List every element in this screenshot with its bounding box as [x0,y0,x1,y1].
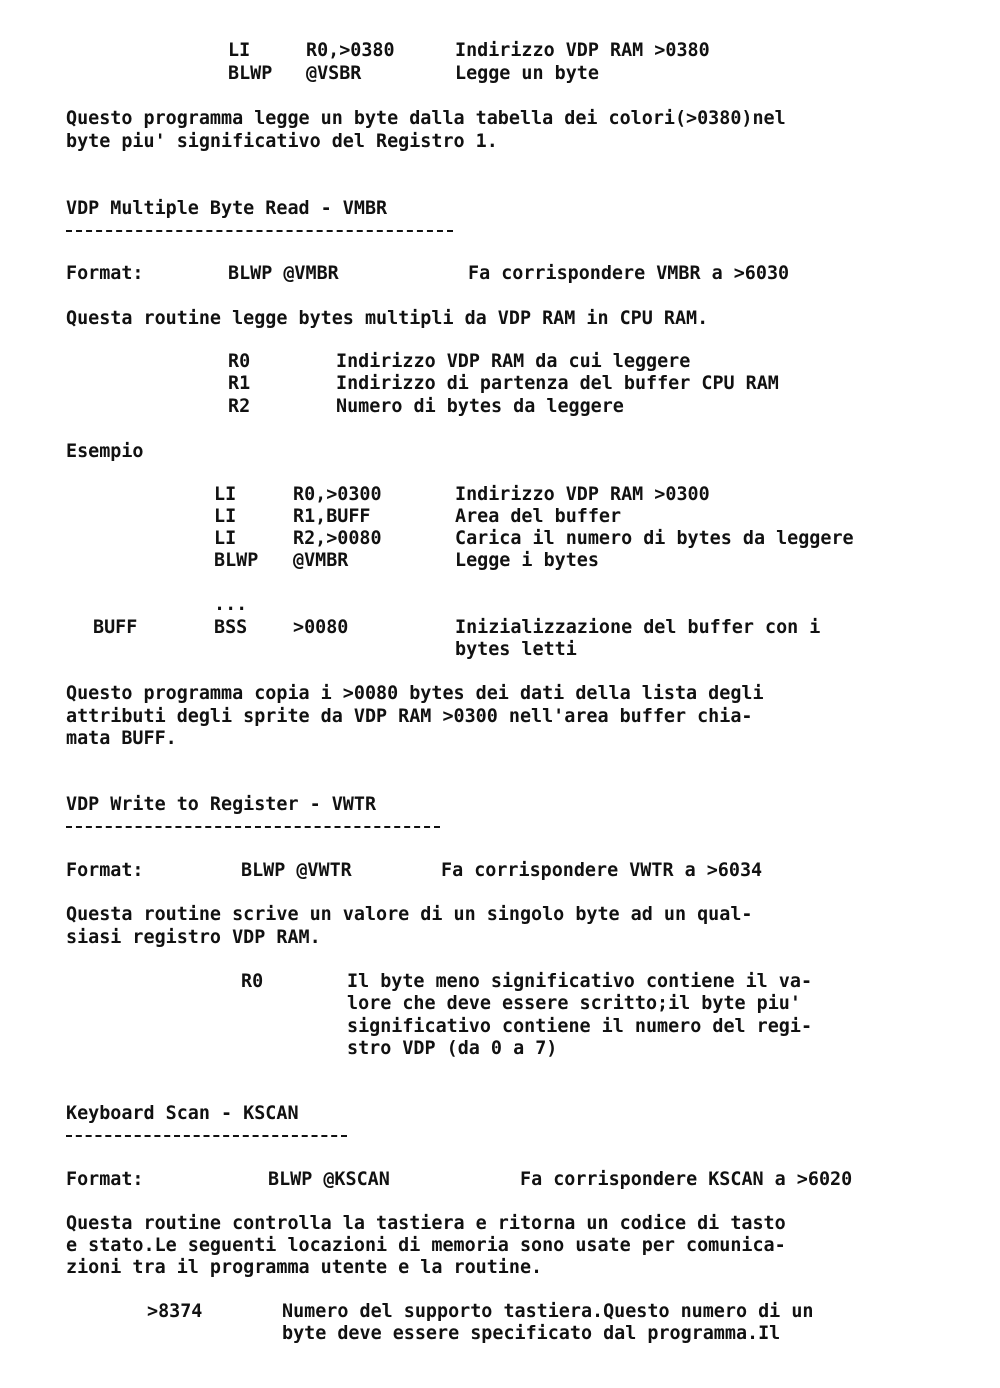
param-register: R0 [241,971,264,992]
param-description: Numero del supporto tastiera.Questo numero di un [282,1301,814,1322]
code-comment: Legge un byte [455,63,599,84]
section-heading-vmbr: VDP Multiple Byte Read - VMBR [66,198,388,219]
format-description: Fa corrispondere VMBR a >6030 [468,263,790,284]
code-op: BLWP [214,550,259,571]
paragraph-line: Questa routine scrive un valore di un singolo byte ad un qual- [66,904,753,925]
code-arg: R0,>0300 [293,484,382,505]
code-comment: Legge i bytes [455,550,599,571]
heading-underline [66,826,440,828]
code-op: LI [214,484,237,505]
code-arg: @VMBR [293,550,349,571]
code-arg: R2,>0080 [293,528,382,549]
heading-underline [66,1135,347,1137]
paragraph-line: byte piu' significativo del Registro 1. [66,131,498,152]
code-ellipsis: ... [214,594,248,615]
heading-underline [66,230,453,232]
code-comment: bytes letti [455,639,577,660]
param-description: significativo contiene il numero del regi- [347,1016,813,1037]
format-label: Format: [66,263,144,284]
paragraph-line: Questa routine controlla la tastiera e ritorna un codice di tasto [66,1213,786,1234]
code-comment: Indirizzo VDP RAM >0300 [455,484,710,505]
code-comment: Indirizzo VDP RAM >0380 [455,40,710,61]
format-call: BLWP @VWTR [241,860,352,881]
param-description: Indirizzo di partenza del buffer CPU RAM [336,373,779,394]
code-comment: Area del buffer [455,506,622,527]
section-heading-kscan: Keyboard Scan - KSCAN [66,1103,299,1124]
paragraph-line: zioni tra il programma utente e la routine. [66,1257,543,1278]
param-description: stro VDP (da 0 a 7) [347,1038,558,1059]
param-register: R2 [228,396,251,417]
format-call: BLWP @KSCAN [268,1169,390,1190]
code-op: LI [214,528,237,549]
paragraph-line: Questa routine legge bytes multipli da VDP RAM in CPU RAM. [66,308,709,329]
code-arg: R0,>0380 [306,40,395,61]
format-description: Fa corrispondere KSCAN a >6020 [520,1169,853,1190]
paragraph-line: Questo programma copia i >0080 bytes dei dati della lista degli [66,683,764,704]
paragraph-line: siasi registro VDP RAM. [66,927,321,948]
code-label: BUFF [93,617,138,638]
paragraph-line: Questo programma legge un byte dalla tabella dei colori(>0380)nel [66,108,786,129]
code-arg: R1,BUFF [293,506,371,527]
paragraph-line: mata BUFF. [66,728,177,749]
param-description: Numero di bytes da leggere [336,396,624,417]
param-description: byte deve essere specificato dal programma.Il [282,1323,781,1344]
paragraph-line: e stato.Le seguenti locazioni di memoria sono usate per comunica- [66,1235,786,1256]
format-description: Fa corrispondere VWTR a >6034 [441,860,763,881]
section-heading-vwtr: VDP Write to Register - VWTR [66,794,377,815]
param-register: R1 [228,373,251,394]
code-arg: @VSBR [306,63,362,84]
code-op: LI [228,40,251,61]
code-comment: Carica il numero di bytes da leggere [455,528,854,549]
memory-address: >8374 [147,1301,203,1322]
param-description: lore che deve essere scritto;il byte piu' [347,993,801,1014]
code-arg: >0080 [293,617,349,638]
format-label: Format: [66,1169,144,1190]
paragraph-line: attributi degli sprite da VDP RAM >0300 nell'area buffer chia- [66,706,753,727]
param-register: R0 [228,351,251,372]
code-comment: Inizializzazione del buffer con i [455,617,821,638]
example-label: Esempio [66,441,144,462]
format-label: Format: [66,860,144,881]
format-call: BLWP @VMBR [228,263,339,284]
code-op: LI [214,506,237,527]
param-description: Indirizzo VDP RAM da cui leggere [336,351,691,372]
code-op: BLWP [228,63,273,84]
param-description: Il byte meno significativo contiene il va- [347,971,813,992]
code-op: BSS [214,617,248,638]
